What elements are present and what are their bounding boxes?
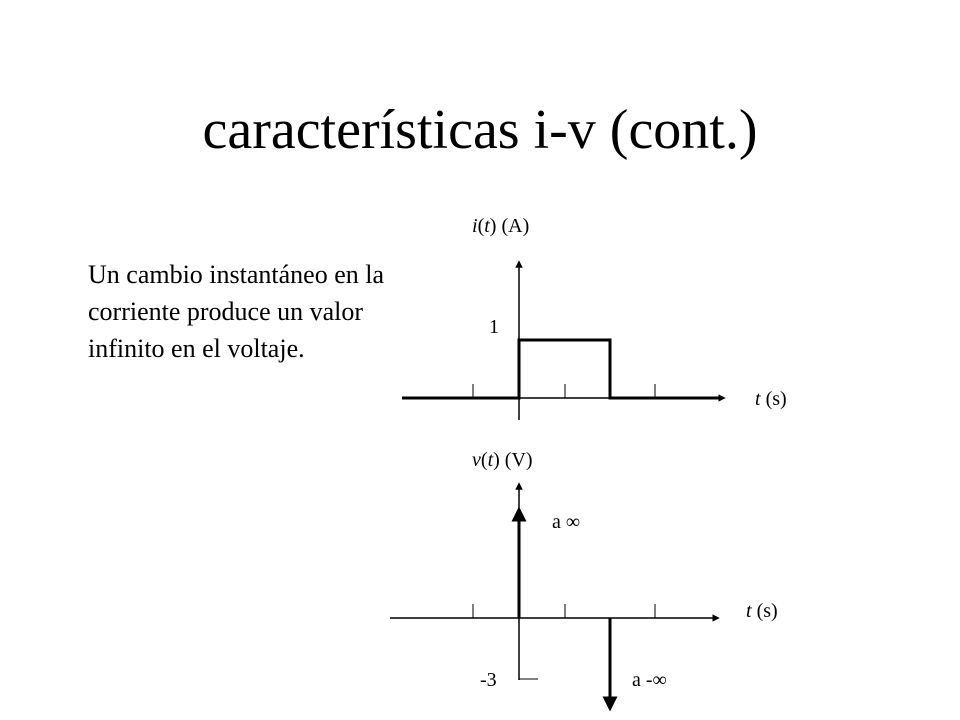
current-ylabel-var: i bbox=[472, 215, 478, 237]
voltage-neg-tick-label: -3 bbox=[480, 669, 497, 691]
voltage-neg-label: a -∞ bbox=[632, 669, 667, 691]
current-ylabel bbox=[472, 215, 529, 237]
voltage-ylabel-arg: t bbox=[487, 449, 494, 471]
current-ylabel-open: ( bbox=[477, 215, 485, 237]
current-xlabel bbox=[755, 388, 787, 410]
current-waveform bbox=[402, 340, 722, 398]
current-graph bbox=[402, 215, 787, 420]
voltage-ylabel bbox=[472, 449, 533, 471]
current-level-label: 1 bbox=[489, 316, 499, 338]
slide-title: características i-v (cont.) bbox=[202, 99, 758, 161]
current-xlabel-unit: (s) bbox=[765, 388, 787, 410]
current-ylabel-unit: (A) bbox=[501, 215, 530, 237]
voltage-ylabel-unit: (V) bbox=[504, 449, 533, 471]
voltage-graph bbox=[390, 449, 778, 704]
current-ylabel-arg: t bbox=[484, 215, 490, 237]
voltage-pos-label: a ∞ bbox=[552, 511, 581, 533]
body-text: Un cambio instantáneo en la corriente produce un valor infinito en el voltaje. bbox=[88, 260, 385, 363]
current-xlabel-var: t bbox=[755, 388, 761, 410]
current-ylabel-close: ) bbox=[489, 215, 502, 237]
voltage-xlabel bbox=[746, 600, 778, 622]
voltage-ylabel-open: ( bbox=[480, 449, 488, 471]
voltage-ylabel-var: v bbox=[472, 449, 481, 471]
voltage-ylabel-close: ) bbox=[493, 449, 505, 471]
voltage-xlabel-unit: (s) bbox=[756, 600, 778, 622]
voltage-xlabel-var: t bbox=[746, 600, 752, 622]
